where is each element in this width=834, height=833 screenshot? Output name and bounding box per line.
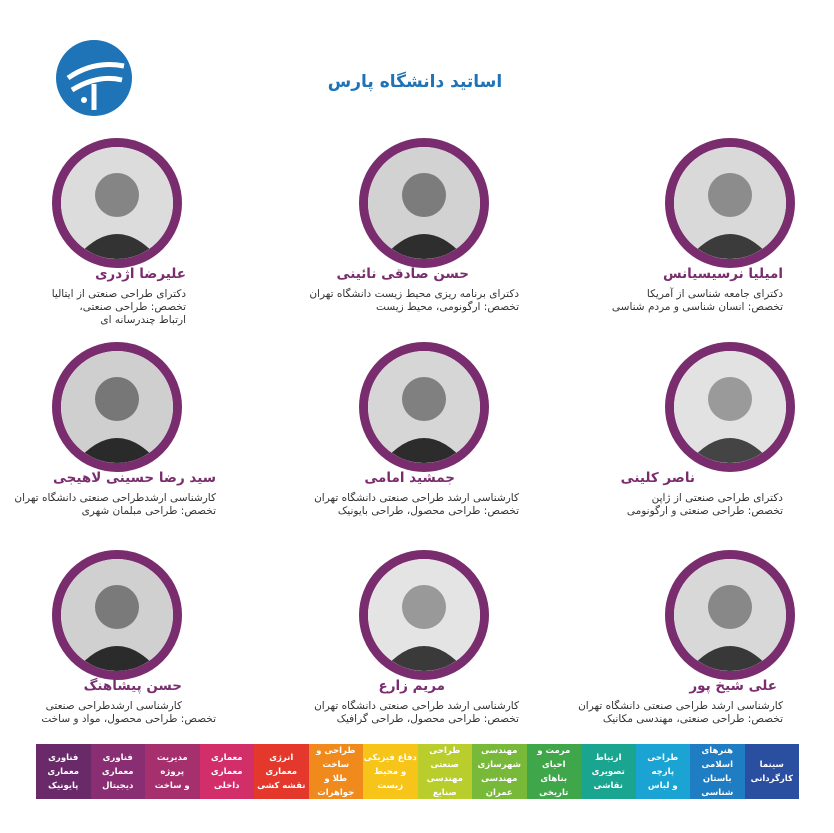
professor-card [12,342,272,532]
department-sublabel: دیجیتال [102,780,134,791]
department-label: ارتباط تصویری [591,752,625,777]
professor-specialty-extra: ارتباط چندرسانه ای [100,314,186,326]
department-sublabel: نقاشی [593,780,623,791]
department-tile [145,744,200,799]
department-sublabel: طلا و جواهرات [317,773,355,798]
professor-photo [665,342,795,472]
professor-card [287,138,547,328]
university-logo [54,38,134,118]
professor-photo [359,550,489,680]
professor-card [287,342,547,532]
department-label: انرژی معماری [265,752,298,777]
department-tile [745,744,800,799]
professor-name: حسن پیشاهنگ [83,678,182,694]
professor-specialty: تخصص: طراحی صنعتی و ارگونومی [626,505,783,517]
department-tile [200,744,255,799]
department-label: سینما [759,759,784,770]
department-label: مهندسی شهرسازی [477,745,521,770]
professor-degree: دکترای طراحی صنعتی از ژاپن [651,492,783,504]
professor-name: جمشید امامی [364,470,455,486]
department-tile [254,744,309,799]
department-tile [472,744,527,799]
professor-degree: دکترای طراحی صنعتی از ایتالیا [51,288,186,300]
department-tile [309,744,364,799]
professor-degree: کارشناسی ارشدطراحی صنعتی [45,700,182,712]
professor-degree: کارشناسی ارشدطراحی صنعتی دانشگاه تهران [14,492,216,504]
department-sublabel: بناهای تاریخی [539,773,569,798]
department-label: طراحی و ساخت [316,745,356,770]
professor-card [557,138,817,328]
professor-degree: دکترای جامعه شناسی از آمریکا [646,288,783,300]
department-sublabel: نقشه کشی [257,780,306,791]
department-sublabel: مهندسی صنایع [426,773,463,798]
professor-name: سید رضا حسینی لاهیجی [52,470,216,486]
professor-card [557,550,817,740]
professor-photo [52,138,182,268]
department-label: معماری [210,752,243,763]
professor-specialty: تخصص: طراحی محصول، طراحی گرافیک [336,713,519,725]
professor-card [287,550,547,740]
professor-card [22,138,282,328]
professor-specialty: تخصص: طراحی مبلمان شهری [81,505,216,517]
professor-photo [52,342,182,472]
department-sublabel: باستان شناسی [701,773,734,798]
department-label: طراحی صنعتی [429,745,461,770]
department-sublabel: مهندسی عمران [481,773,518,798]
professor-specialty: تخصص: انسان شناسی و مردم شناسی [611,301,783,313]
professor-name: حسن صادقی نائینی [336,266,469,282]
professor-degree: دکترای برنامه ریزی محیط زیست دانشگاه تهران [309,288,519,300]
department-tile [636,744,691,799]
professor-specialty: تخصص: طراحی محصول، مواد و ساخت [41,713,216,725]
professor-degree: کارشناسی ارشد طراحی صنعتی دانشگاه تهران [314,492,519,504]
professor-photo [52,550,182,680]
professor-photo [359,138,489,268]
professor-degree: کارشناسی ارشد طراحی صنعتی دانشگاه تهران [314,700,519,712]
department-tile [36,744,91,799]
page-title: اساتید دانشگاه پارس [327,72,503,92]
department-label: طراحی پارچه [647,752,679,777]
department-sublabel: و ساخت [154,780,190,791]
department-sublabel: و محیط زیست [374,766,407,791]
department-tile [363,744,418,799]
department-label: فناوری معماری [101,752,134,777]
department-tile [690,744,745,799]
departments-bar [36,744,799,799]
professor-card [557,342,817,532]
department-tile [91,744,146,799]
professor-photo [665,550,795,680]
department-sublabel: کارگردانی [750,773,793,784]
department-tile [418,744,473,799]
professor-photo [665,138,795,268]
professor-specialty: تخصص: طراحی صنعتی، [79,301,186,313]
department-sublabel: پایونیک [48,780,79,791]
department-label: مدیریت پروژه [156,752,188,777]
professor-name: علی شیخ پور [689,678,777,694]
professor-degree: کارشناسی ارشد طراحی صنعتی دانشگاه تهران [578,700,783,712]
department-tile [581,744,636,799]
department-tile [527,744,582,799]
professor-name: ناصر کلینی [620,470,695,486]
professor-photo [359,342,489,472]
professor-card [12,550,272,740]
department-label: مرمت و احیای [537,745,571,770]
professor-name: مریم زارع [378,678,445,694]
department-sublabel: و لباس [647,780,678,791]
professor-specialty: تخصص: طراحی صنعتی، مهندسی مکانیک [602,713,783,725]
department-label: دفاع فیزیکی [363,752,417,763]
professor-name: امیلیا نرسیسیانس [662,266,783,282]
department-label: فناوری معماری [47,752,80,777]
department-sublabel: معماری داخلی [210,766,243,791]
professor-specialty: تخصص: ارگونومی، محیط زیست [376,301,519,313]
professor-specialty: تخصص: طراحی محصول، طراحی بایونیک [337,505,519,517]
professor-name: علیرضا اژدری [95,266,186,282]
department-label: هنرهای اسلامی [701,745,734,770]
